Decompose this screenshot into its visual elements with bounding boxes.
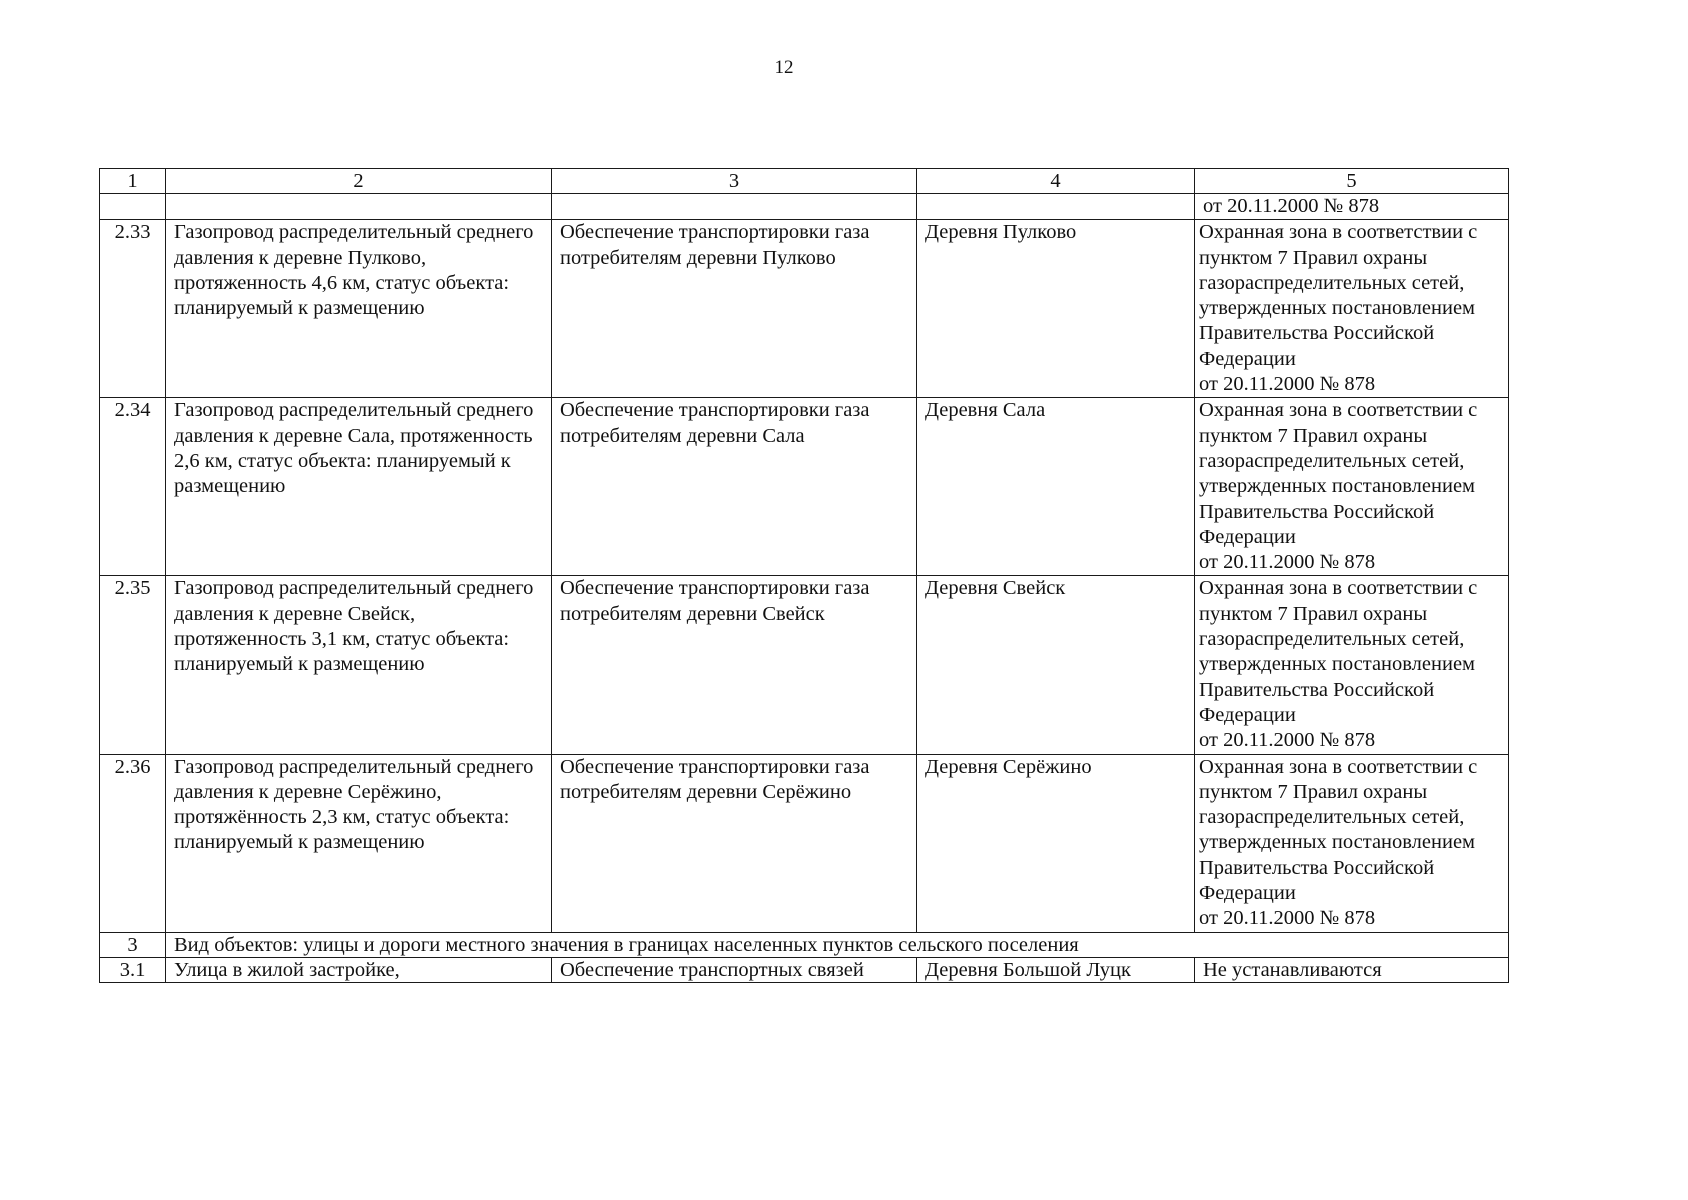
page-number: 12 <box>774 57 794 78</box>
object-purpose: Обеспечение транспортировки газа потребителям деревни Серёжино <box>552 754 917 932</box>
protection-zone-text: Охранная зона в соответствии с пунктом 7 Правил охраны газораспределительных сетей, утвержденных постановлением Правительства Российской Федерации <box>1199 221 1478 370</box>
protection-zone-cell <box>1195 754 1509 932</box>
table-row <box>100 576 1509 754</box>
continuation-cell-4 <box>917 194 1195 220</box>
continuation-zone-date: от 20.11.2000 № 878 <box>1195 194 1509 220</box>
object-location: Деревня Сала <box>917 398 1195 576</box>
row-number: 2.33 <box>100 220 166 398</box>
protection-zone-cell <box>1195 576 1509 754</box>
table-row <box>100 957 1509 982</box>
section-number: 3 <box>100 932 166 957</box>
object-name: Газопровод распределительный среднего давления к деревне Свейск, протяженность 3,1 км, статус объекта: планируемый к размещению <box>166 576 552 754</box>
column-header-3: 3 <box>552 169 917 194</box>
continuation-cell-2 <box>166 194 552 220</box>
column-header-2: 2 <box>166 169 552 194</box>
object-location: Деревня Пулково <box>917 220 1195 398</box>
object-purpose: Обеспечение транспортировки газа потребителям деревни Пулково <box>552 220 917 398</box>
object-location: Деревня Свейск <box>917 576 1195 754</box>
row-number: 2.34 <box>100 398 166 576</box>
object-location: Деревня Серёжино <box>917 754 1195 932</box>
object-purpose: Обеспечение транспортировки газа потребителям деревни Свейск <box>552 576 917 754</box>
column-header-1: 1 <box>100 169 166 194</box>
object-location: Деревня Большой Луцк <box>917 957 1195 982</box>
object-name: Газопровод распределительный среднего давления к деревне Сала, протяженность 2,6 км, статус объекта: планируемый к размещению <box>166 398 552 576</box>
table-row <box>100 754 1509 932</box>
continuation-cell-1 <box>100 194 166 220</box>
protection-zone-cell <box>1195 398 1509 576</box>
protection-zone-date: от 20.11.2000 № 878 <box>1199 373 1376 396</box>
column-header-4: 4 <box>917 169 1195 194</box>
table-row <box>100 220 1509 398</box>
section-title: Вид объектов: улицы и дороги местного значения в границах населенных пунктов сельского поселения <box>166 932 1509 957</box>
protection-zone-date: от 20.11.2000 № 878 <box>1199 551 1376 574</box>
row-number: 2.35 <box>100 576 166 754</box>
protection-zone-text: Охранная зона в соответствии с пунктом 7 Правил охраны газораспределительных сетей, утвержденных постановлением Правительства Российской Федерации <box>1199 399 1478 548</box>
protection-zone-date: от 20.11.2000 № 878 <box>1199 729 1376 752</box>
protection-zone-text: Не устанавливаются <box>1195 957 1509 982</box>
table-header-row <box>100 169 1509 194</box>
column-header-5: 5 <box>1195 169 1509 194</box>
section-row <box>100 932 1509 957</box>
object-name: Газопровод распределительный среднего давления к деревне Серёжино, протяжённость 2,3 км, статус объекта: планируемый к размещению <box>166 754 552 932</box>
row-number: 3.1 <box>100 957 166 982</box>
table-row <box>100 398 1509 576</box>
protection-zone-cell <box>1195 220 1509 398</box>
protection-zone-date: от 20.11.2000 № 878 <box>1199 907 1376 930</box>
protection-zone-text: Охранная зона в соответствии с пунктом 7 Правил охраны газораспределительных сетей, утвержденных постановлением Правительства Российской Федерации <box>1199 755 1478 905</box>
continuation-cell-3 <box>552 194 917 220</box>
object-name: Газопровод распределительный среднего давления к деревне Пулково, протяженность 4,6 км, статус объекта: планируемый к размещению <box>166 220 552 398</box>
protection-zone-text: Охранная зона в соответствии с пунктом 7 Правил охраны газораспределительных сетей, утвержденных постановлением Правительства Российской Федерации <box>1199 577 1478 726</box>
object-name: Улица в жилой застройке, <box>166 957 552 982</box>
continuation-row <box>100 194 1509 220</box>
object-purpose: Обеспечение транспортировки газа потребителям деревни Сала <box>552 398 917 576</box>
objects-table <box>99 168 1509 983</box>
object-purpose: Обеспечение транспортных связей <box>552 957 917 982</box>
row-number: 2.36 <box>100 754 166 932</box>
